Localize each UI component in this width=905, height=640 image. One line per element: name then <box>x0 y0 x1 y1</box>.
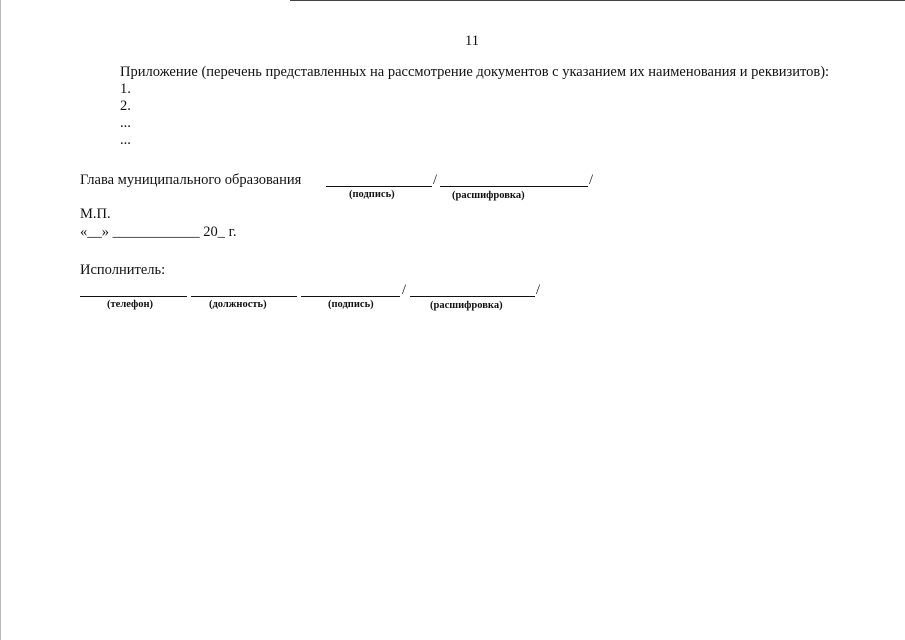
appendix-item: 2. <box>120 98 131 114</box>
appendix-item: ... <box>120 115 131 131</box>
executor-phone-line <box>80 296 187 297</box>
stamp-label: М.П. <box>80 206 111 222</box>
executor-slash-right: / <box>536 282 541 298</box>
head-caption-signature: (подпись) <box>349 189 395 200</box>
executor-caption-position: (должность) <box>209 299 267 310</box>
head-label: Глава муниципального образования <box>80 172 302 188</box>
appendix-heading: Приложение (перечень представленных на рассмотрение документов с указанием их наименования и реквизитов): <box>120 64 830 80</box>
executor-decoding-line <box>410 296 535 297</box>
appendix-item: ... <box>120 132 131 148</box>
executor-slash-left: / <box>402 282 407 298</box>
scan-edge-top <box>290 0 905 1</box>
executor-caption-decoding: (расшифровка) <box>430 300 503 311</box>
head-signature-line <box>326 186 432 187</box>
head-slash-left: / <box>433 172 438 188</box>
head-decoding-line <box>440 186 588 187</box>
page-number: 11 <box>465 33 479 49</box>
executor-position-line <box>191 296 297 297</box>
executor-label: Исполнитель: <box>80 262 166 278</box>
executor-signature-line <box>301 296 400 297</box>
head-slash-right: / <box>589 172 594 188</box>
executor-caption-signature: (подпись) <box>328 299 374 310</box>
head-caption-decoding: (расшифровка) <box>452 190 525 201</box>
executor-caption-phone: (телефон) <box>107 299 154 310</box>
appendix-item: 1. <box>120 81 131 97</box>
date-line: «__» ____________ 20_ г. <box>80 224 237 240</box>
scan-edge-left <box>0 0 1 640</box>
